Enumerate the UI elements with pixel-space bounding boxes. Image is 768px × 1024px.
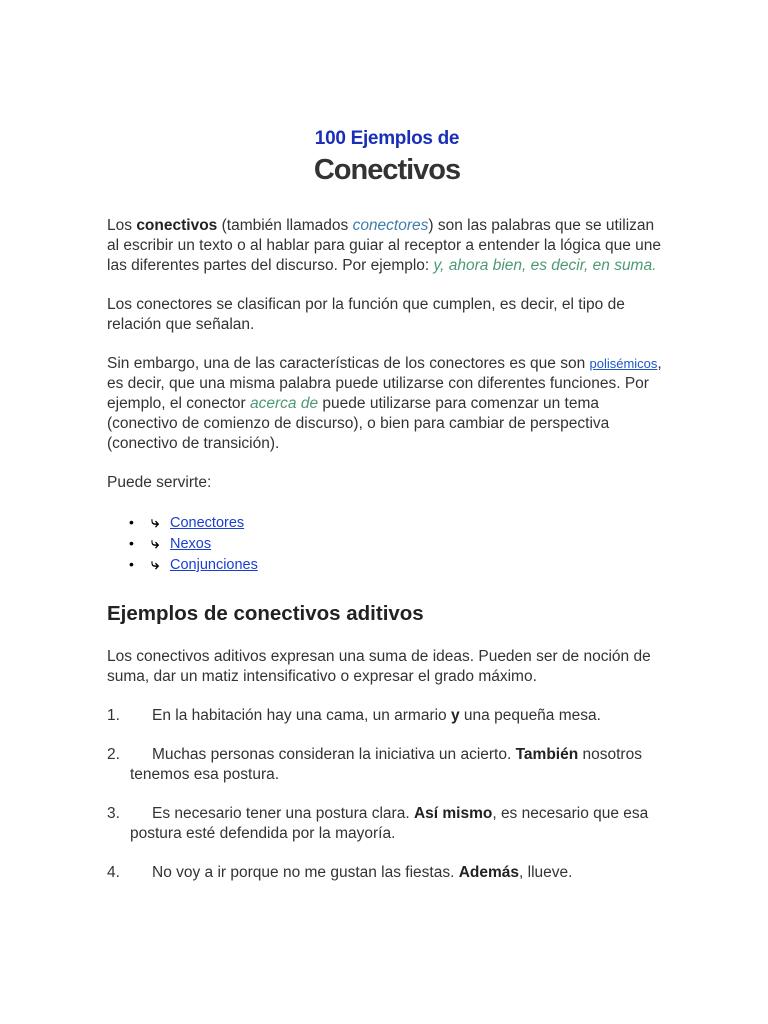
list-item — [130, 512, 667, 533]
example-after: , es necesario que esa postura esté defendida por la mayoría. — [130, 805, 649, 842]
example-after: una pequeña mesa. — [459, 707, 601, 724]
link-conectores[interactable]: Conectores — [170, 515, 245, 531]
term-conectivos: conectivos — [136, 217, 218, 234]
document-title: Conectivos — [313, 154, 461, 186]
example-text — [107, 804, 667, 844]
example-text — [107, 706, 667, 726]
example-before: No voy a ir porque no me gustan las fiestas. — [152, 864, 459, 881]
example-before: En la habitación hay una cama, un armario — [152, 707, 451, 724]
polisemicos-link[interactable]: polisémicos — [589, 356, 658, 371]
example-connector: Además — [458, 864, 520, 881]
intro-text: puede utilizarse para comenzar un tema (conectivo de comienzo de discurso), o bien para cambiar de perspectiva (conectivo de transición). — [107, 395, 610, 452]
intro-text: (también llamados — [217, 217, 353, 234]
example-text — [107, 745, 667, 785]
example-acerca-de: acerca de — [250, 395, 319, 412]
arrow-icon: ⤷ — [151, 514, 160, 531]
example-before: Es necesario tener una postura clara. — [152, 805, 414, 822]
example-connector: Así mismo — [413, 805, 493, 822]
example-connectors: y, ahora bien, es decir, en suma. — [433, 257, 657, 274]
list-item — [130, 533, 667, 554]
conectores-link[interactable]: conectores — [352, 217, 429, 234]
example-connector: y — [450, 707, 460, 724]
intro-paragraph-1 — [107, 216, 667, 276]
example-item — [107, 745, 667, 785]
bullet-icon: • — [129, 514, 134, 530]
document-page — [107, 126, 667, 902]
arrow-icon: ⤷ — [151, 556, 160, 573]
example-text — [107, 863, 667, 883]
link-nexos[interactable]: Nexos — [170, 536, 212, 552]
link-conjunciones[interactable]: Conjunciones — [170, 557, 258, 573]
section-description: Los conectivos aditivos expresan una suma de ideas. Pueden ser de noción de suma, dar un matiz intensificativo o expresar el grado máximo. — [107, 648, 651, 685]
intro-text: ) son las palabras que se utilizan al escribir un texto o al hablar para guiar al receptor a entender la lógica que une las diferentes partes del discurso. Por ejemplo: — [107, 217, 662, 274]
intro-text: Los — [107, 217, 137, 234]
intro-paragraph-4: Puede servirte: — [107, 474, 212, 491]
list-item — [130, 554, 667, 575]
document-subtitle: 100 Ejemplos de — [314, 128, 460, 149]
example-after: nosotros tenemos esa postura. — [130, 746, 642, 783]
resource-list — [107, 512, 667, 575]
example-number: 3. — [107, 805, 120, 822]
intro-paragraph-2: Los conectores se clasifican por la función que cumplen, es decir, el tipo de relación que señalan. — [107, 296, 625, 333]
example-item — [107, 863, 667, 883]
example-number: 4. — [107, 864, 120, 881]
example-number: 2. — [107, 746, 120, 763]
bullet-icon: • — [129, 556, 134, 572]
example-connector: También — [515, 746, 579, 763]
example-after: , llueve. — [519, 864, 573, 881]
arrow-icon: ⤷ — [151, 535, 160, 552]
intro-paragraph-3 — [107, 354, 667, 454]
intro-text: , es decir, que una misma palabra puede utilizarse con diferentes funciones. Por ejemplo, el conector — [107, 355, 662, 412]
example-item — [107, 804, 667, 844]
intro-text: Sin embargo, una de las características de los conectores es que son — [107, 355, 590, 372]
section-heading: Ejemplos de conectivos aditivos — [107, 602, 424, 625]
example-item — [107, 706, 667, 726]
bullet-icon: • — [129, 535, 134, 551]
example-number: 1. — [107, 707, 120, 724]
example-before: Muchas personas consideran la iniciativa un acierto. — [152, 746, 516, 763]
